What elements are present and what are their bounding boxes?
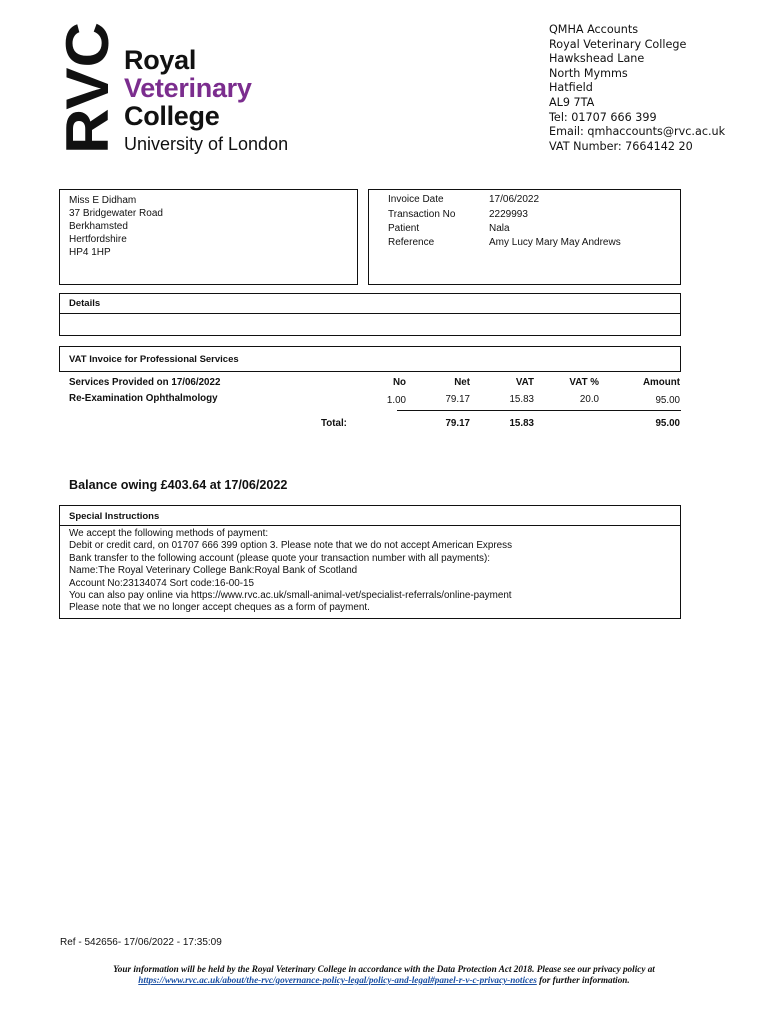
invoice-value: Nala bbox=[489, 223, 510, 235]
reference-line: Ref - 542656- 17/06/2022 - 17:35:09 bbox=[60, 937, 222, 948]
service-name: Re-Examination Ophthalmology bbox=[69, 393, 218, 404]
instruction-line: Name:The Royal Veterinary College Bank:Royal Bank of Scotland bbox=[69, 565, 358, 577]
total-vat: 15.83 bbox=[509, 418, 534, 429]
privacy-footer bbox=[0, 964, 768, 986]
details-box bbox=[59, 293, 681, 336]
sender-line: Royal Veterinary College bbox=[549, 37, 687, 51]
invoice-value: Amy Lucy Mary May Andrews bbox=[489, 236, 621, 248]
sender-line: Email: qmhaccounts@rvc.ac.uk bbox=[549, 125, 726, 139]
balance-owing: Balance owing £403.64 at 17/06/2022 bbox=[69, 478, 288, 492]
invoice-label: Patient bbox=[388, 223, 420, 235]
sender-address bbox=[549, 23, 725, 154]
total-net: 79.17 bbox=[445, 418, 470, 429]
instruction-line: We accept the following methods of payment: bbox=[69, 528, 269, 539]
special-instructions-title: Special Instructions bbox=[69, 511, 160, 522]
invoice-value: 17/06/2022 bbox=[489, 194, 540, 205]
service-vat-pct: 20.0 bbox=[579, 394, 599, 405]
invoice-label: Invoice Date bbox=[388, 194, 444, 205]
logo-line-veterinary: Veterinary bbox=[124, 73, 252, 103]
special-instructions-divider bbox=[60, 525, 680, 526]
sender-line: QMHA Accounts bbox=[549, 23, 639, 36]
recipient-line: 37 Bridgewater Road bbox=[69, 208, 163, 219]
recipient-line: HP4 1HP bbox=[69, 247, 111, 258]
sender-line: AL9 7TA bbox=[549, 95, 595, 109]
sender-line: Hatfield bbox=[549, 81, 593, 95]
logo-line-college: College bbox=[124, 101, 220, 131]
services-header-amount: Amount bbox=[642, 377, 680, 388]
sender-line: North Mymms bbox=[549, 66, 628, 80]
service-net: 79.17 bbox=[445, 394, 470, 405]
instruction-line: You can also pay online via https://www.rvc.ac.uk/small-animal-vet/specialist-referrals/online-payment bbox=[69, 589, 512, 601]
recipient-line: Hertfordshire bbox=[69, 234, 127, 245]
invoice-info-box bbox=[368, 189, 681, 285]
logo-line-royal: Royal bbox=[124, 45, 197, 75]
sender-line: Tel: 01707 666 399 bbox=[549, 110, 657, 124]
rvc-logo-text bbox=[124, 46, 288, 156]
service-no: 1.00 bbox=[386, 395, 406, 406]
svg-text:RVC: RVC bbox=[54, 28, 121, 154]
invoice-value: 2229993 bbox=[489, 208, 528, 220]
invoice-row bbox=[388, 208, 621, 223]
recipient-address bbox=[69, 194, 163, 259]
privacy-policy-link[interactable]: https://www.rvc.ac.uk/about/the-rvc/governance-policy-legal/policy-and-legal#panel-r-v-c-privacy-notices bbox=[138, 975, 537, 985]
details-title: Details bbox=[69, 298, 101, 309]
details-divider bbox=[60, 313, 680, 314]
recipient-box bbox=[59, 189, 358, 285]
services-header-vat: VAT bbox=[515, 377, 534, 388]
recipient-line: Miss E Didham bbox=[69, 195, 137, 206]
special-instructions-box bbox=[59, 505, 681, 619]
vat-invoice-title: VAT Invoice for Professional Services bbox=[69, 354, 239, 365]
instruction-line: Debit or credit card, on 01707 666 399 option 3. Please note that we do not accept American Express bbox=[69, 540, 513, 552]
service-vat: 15.83 bbox=[509, 394, 534, 405]
sender-line: Hawkshead Lane bbox=[549, 52, 645, 66]
instruction-line: Bank transfer to the following account (please quote your transaction number with all payments): bbox=[69, 552, 491, 564]
service-amount: 95.00 bbox=[655, 395, 680, 406]
invoice-label: Transaction No bbox=[388, 208, 456, 220]
services-header-service: Services Provided on 17/06/2022 bbox=[69, 377, 221, 388]
invoice-row bbox=[388, 236, 621, 251]
privacy-footer-line1: Your information will be held by the Royal Veterinary College in accordance with the Data Protection Act 2018. Please see our privacy policy at bbox=[113, 964, 655, 974]
privacy-footer-line2 bbox=[0, 975, 768, 986]
instruction-line: Please note that we no longer accept cheques as a form of payment. bbox=[69, 602, 370, 614]
services-header-net: Net bbox=[454, 377, 470, 388]
invoice-info bbox=[388, 193, 621, 250]
total-label: Total: bbox=[321, 418, 347, 429]
sender-line: VAT Number: 7664142 20 bbox=[549, 139, 693, 153]
recipient-line: Berkhamsted bbox=[69, 221, 128, 232]
invoice-row bbox=[388, 193, 621, 208]
invoice-label: Reference bbox=[388, 236, 435, 248]
privacy-footer-tail: for further information. bbox=[536, 975, 630, 985]
rvc-logo-mark bbox=[54, 20, 121, 154]
instruction-line: Account No:23134074 Sort code:16-00-15 bbox=[69, 577, 255, 589]
invoice-row bbox=[388, 222, 621, 235]
vat-invoice-box bbox=[59, 346, 681, 372]
services-header-vat-pct: VAT % bbox=[569, 377, 599, 388]
services-header-no: No bbox=[392, 377, 406, 388]
special-instructions-text bbox=[69, 528, 512, 615]
total-rule bbox=[397, 410, 681, 411]
logo-line-university: University of London bbox=[124, 134, 289, 154]
total-amount: 95.00 bbox=[655, 418, 680, 429]
